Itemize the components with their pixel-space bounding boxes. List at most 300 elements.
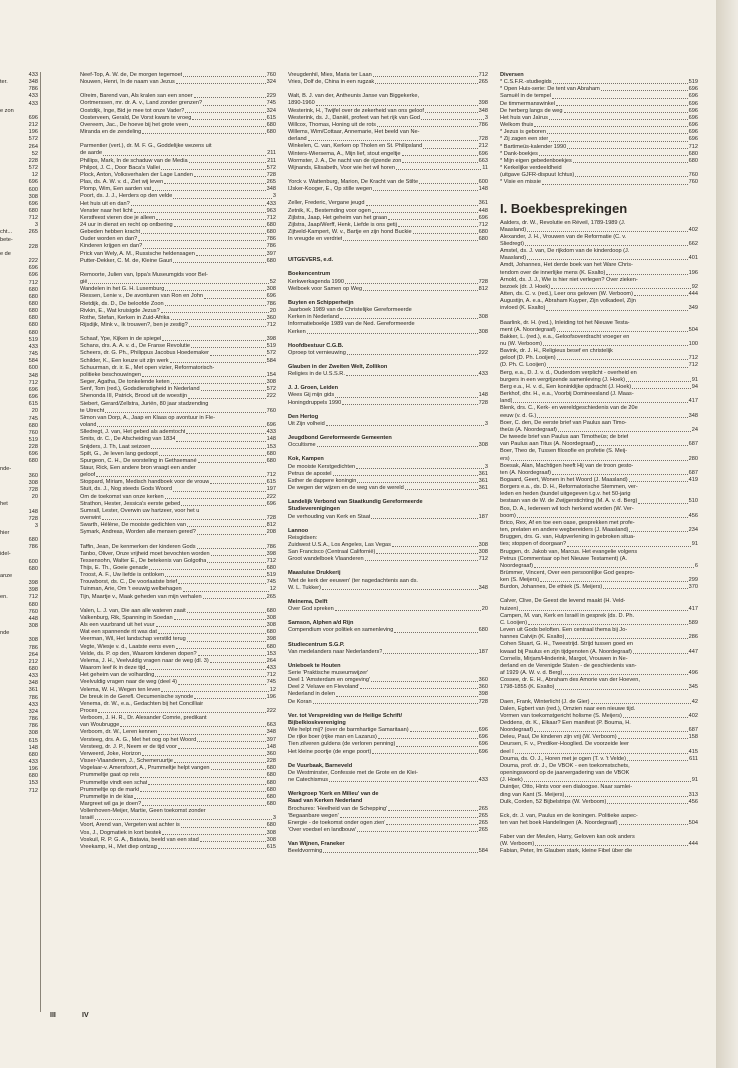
page-ref: 728: [28, 515, 38, 522]
page-ref: 696: [478, 214, 488, 221]
page-ref: 228: [266, 758, 276, 765]
page-ref: 680: [266, 457, 276, 464]
index-entry: [500, 799, 698, 806]
entry-text: Velde, ds. P. op den, Waarom kinderen dopen?: [80, 650, 197, 657]
index-entry: [288, 371, 488, 378]
spacer: [288, 784, 488, 791]
index-entry: [288, 749, 488, 756]
page-ref: 786: [266, 543, 276, 550]
index-fragment: [0, 308, 38, 315]
page-ref: 680: [266, 565, 276, 571]
page-ref: 308: [28, 730, 38, 737]
entry-text: Tien zilveren guldens (de verloren penning): [288, 741, 396, 748]
page-ref: 402: [688, 712, 698, 719]
index-entry: [80, 765, 276, 772]
page-ref: 3: [34, 222, 38, 229]
entry-text: Strathon, Hester, Jessica's eerste gebed: [80, 500, 181, 507]
entry-text: * Visie en missie: [500, 179, 541, 186]
page-ref: 324: [266, 107, 276, 114]
index-entry: [80, 644, 276, 651]
entry-text: Deursen, F. v., Prediker-Hooglied. De voorzeide leer: [500, 741, 629, 748]
entry-text: Phillips, Mark, In de schaduw van de Media: [80, 157, 188, 164]
index-entry: [500, 248, 698, 255]
dot-leader: [143, 243, 265, 248]
index-entry: [288, 314, 488, 321]
spacer: [500, 692, 698, 699]
page-ref: 308: [266, 622, 276, 629]
page-ref: 433: [28, 93, 38, 100]
page-ref: 572: [266, 350, 276, 357]
index-entry: [288, 478, 488, 485]
entry-text: (D. Ph. C. Looijen): [500, 362, 547, 369]
dot-leader: [142, 129, 265, 134]
dot-leader: [632, 384, 691, 389]
page-ref: 299: [688, 577, 698, 584]
page-ref: 696: [688, 86, 698, 93]
page-ref: 361: [478, 470, 488, 477]
dot-leader: [88, 279, 268, 284]
entry-text: Stoppard, Miriam, Medisch handboek voor de vrouw: [80, 479, 210, 486]
index-entry: [288, 108, 488, 115]
dot-leader: [196, 251, 266, 256]
entry-text: Maasland): [500, 226, 527, 233]
entry-text: Neef-Top, A. W. de, De morgen tegemoet: [80, 72, 183, 78]
page-ref: 212: [28, 122, 38, 129]
index-fragment: [0, 315, 38, 322]
dot-leader: [333, 471, 478, 476]
index-entry: [80, 658, 276, 665]
dot-leader: [423, 143, 477, 148]
index-entry: [500, 327, 698, 334]
page-ref: 696: [28, 386, 38, 393]
page-ref: 712: [688, 355, 698, 362]
index-fragment: [0, 179, 38, 186]
entry-text: Beeldvorming: [288, 848, 323, 855]
dot-leader: [335, 606, 481, 611]
index-entry: [80, 815, 276, 822]
index-entry: [500, 756, 698, 763]
dot-leader: [178, 679, 266, 684]
entry-text: Westerink, ds. J., Daniël, profeet van het rijk van God: [288, 114, 421, 121]
entry-text: overwint: [80, 515, 101, 522]
index-entry: [288, 329, 488, 336]
page-ref: 680: [266, 786, 276, 793]
index-entry: [500, 348, 698, 355]
entry-text: van Paulus aan Titus (A. Noordegraaf): [500, 441, 596, 448]
dot-leader: [131, 201, 266, 206]
entry-text: Bakker, L. (red.), e.a., Geloofsoverdracht vroeger en: [500, 333, 630, 340]
index-fragment: [0, 501, 38, 508]
dot-leader: [591, 699, 691, 704]
dot-leader: [158, 629, 266, 634]
page-ref: 348: [266, 729, 276, 736]
dot-leader: [161, 308, 269, 313]
page-ref: 696: [478, 748, 488, 755]
index-fragment: [0, 101, 38, 108]
index-fragment: [0, 723, 38, 730]
index-fragment: [0, 587, 38, 594]
index-entry: [80, 522, 276, 529]
page-ref: 680: [28, 315, 38, 322]
dot-leader: [618, 734, 688, 739]
index-entry: [80, 258, 276, 265]
page-ref: 222: [266, 393, 276, 400]
dot-leader: [372, 208, 478, 213]
page-ref: 196: [28, 129, 38, 136]
index-fragment: [0, 523, 38, 530]
index-fragment: [0, 165, 38, 172]
dot-leader: [552, 93, 688, 98]
dot-leader: [313, 699, 478, 704]
dot-leader: [186, 429, 265, 434]
page-ref: 153: [266, 650, 276, 657]
entry-text: Aalders, dr. W., Revolutie en Réveil, 1789-1989 (J.: [500, 219, 626, 226]
index-entry: [288, 606, 488, 613]
index-entry: [80, 629, 276, 636]
page-ref: 572: [266, 164, 276, 171]
index-entry: [80, 529, 276, 536]
dot-leader: [383, 649, 477, 654]
index-entry: [80, 301, 276, 308]
index-fragment: [0, 294, 38, 301]
entry-text: Stuit, ds. J., Nog steeds Gods Woord: [80, 486, 172, 493]
page-ref: 760: [688, 179, 698, 186]
page-ref: 663: [478, 157, 488, 164]
page-ref: 360: [28, 472, 38, 479]
index-entry: [500, 527, 698, 534]
index-entry: [500, 684, 698, 691]
entry-text: Berkhof, dhr. H., e.a., Voorbij Domineesland (J. Maas-: [500, 391, 634, 398]
index-fragment: [0, 86, 38, 93]
dot-leader: [511, 456, 688, 461]
entry-text: De Westminster, Confessie met de Grote en de Klei-: [288, 769, 418, 776]
index-entry: [80, 679, 276, 686]
index-entry: [500, 513, 698, 520]
index-entry: [80, 108, 276, 115]
page-ref: 696: [266, 293, 276, 300]
page-ref: 728: [478, 136, 488, 143]
entry-text: Brümmer, Vincent, Over een persoonlijke God gespro-: [500, 570, 635, 576]
index-fragment: [0, 788, 38, 795]
index-fragment: [0, 301, 38, 308]
dot-leader: [539, 151, 688, 156]
index-entry: [80, 343, 276, 350]
index-entry: [500, 484, 698, 491]
dot-leader: [308, 136, 478, 141]
entry-text: Vreugdenhil, Mies, Maria ter Laan: [288, 72, 372, 78]
page-ref: 786: [28, 544, 38, 551]
index-entry: [500, 677, 698, 684]
page-ref: 24: [691, 426, 698, 433]
index-entry: [80, 744, 276, 751]
index-fragment: [0, 287, 38, 294]
page-ref: 615: [266, 114, 276, 121]
page-ref: 712: [28, 787, 38, 794]
page-ref: 228: [28, 444, 38, 451]
dot-leader: [347, 350, 478, 355]
entry-text: burgers in een vergrijzende samenleving (J. Hoek): [500, 376, 625, 383]
page-ref: 308: [478, 541, 488, 548]
index-entry: [500, 670, 698, 677]
dot-leader: [141, 229, 266, 234]
page-ref: 680: [28, 773, 38, 780]
index-entry: [500, 820, 698, 827]
entry-text: Eck, dr. J. van, Paulus en de koningen. Politieke aspec-: [500, 812, 638, 819]
page-ref: 680: [266, 779, 276, 786]
page-ref: 361: [478, 485, 488, 492]
dot-leader: [513, 398, 687, 403]
page-ref: 456: [688, 798, 698, 805]
dot-leader: [120, 722, 265, 727]
dot-leader: [323, 848, 477, 853]
index-entry: [288, 699, 488, 706]
dot-leader: [345, 279, 478, 284]
dot-leader: [155, 672, 265, 677]
index-entry: [80, 486, 276, 493]
index-entry: [500, 291, 698, 298]
publisher-heading: Studiecentrum S.G.P.: [288, 641, 345, 648]
entry-text: Bavink, dr. J. H., Religieus besef en christelijk: [500, 348, 613, 355]
page-ref: 745: [28, 415, 38, 422]
dot-leader: [307, 329, 478, 334]
dot-leader: [173, 486, 266, 491]
dot-leader: [140, 787, 265, 792]
page-ref: 584: [266, 357, 276, 364]
dot-leader: [176, 79, 266, 84]
entry-text: * Dank-boekjes: [500, 150, 538, 157]
page-ref: 584: [478, 848, 488, 855]
page-ref: 712: [266, 322, 276, 328]
entry-text: 24 uur in dienst en recht op ontbering: [80, 221, 173, 228]
index-entry: [80, 787, 276, 794]
page-ref: 786: [28, 644, 38, 651]
index-entry: [500, 777, 698, 784]
index-fragment: [0, 702, 38, 709]
entry-text: San Francisco (Centraal Californië): [288, 549, 376, 556]
page-ref: 496: [688, 670, 698, 677]
index-fragment: [0, 351, 38, 358]
entry-text: Het kleine poortje (de enge poort): [288, 748, 372, 755]
page-ref: 728: [266, 515, 276, 522]
page-ref: 786: [28, 716, 38, 723]
page-ref: 611: [689, 755, 698, 762]
index-entry: [500, 598, 698, 605]
index-entry: [80, 201, 276, 208]
entry-text: Verboom, J. H. R., Dr. Alexander Comrie, predikant: [80, 715, 207, 722]
page-ref: 680: [266, 643, 276, 650]
page-ref: 448: [478, 207, 488, 214]
index-entry: [80, 558, 276, 565]
index-fragment: [0, 695, 38, 702]
index-entry: [500, 122, 698, 129]
index-entry: [288, 442, 488, 449]
entry-text: Kerstfeest vieren doe je alleen: [80, 214, 156, 221]
entry-text: * Mijn eigen gebedenboekjes: [500, 157, 572, 164]
entry-text: Wijnands, Elisabeth, Voor wie het wil horen: [288, 164, 395, 171]
index-entry: [500, 413, 698, 420]
index-entry: [500, 641, 698, 648]
page-ref: 680: [28, 537, 38, 544]
dot-leader: [197, 544, 266, 549]
page-ref: 398: [266, 336, 276, 343]
entry-text: Van medelanders naar Nederlanders?: [288, 648, 383, 655]
entry-text: Cohen Stuart, G. H., Tweestrijd. Strijd tussen goed en: [500, 641, 633, 648]
dot-leader: [103, 150, 266, 155]
dot-leader: [524, 777, 691, 782]
page-ref: 680: [266, 765, 276, 772]
entry-text: Seger, Agatha, De tonkelende keten: [80, 379, 170, 386]
dot-leader: [161, 687, 268, 692]
dot-leader: [210, 350, 266, 355]
index-entry: [500, 79, 698, 86]
dot-leader: [201, 386, 266, 391]
index-entry: [288, 471, 488, 478]
page-number-right: IV: [82, 1012, 89, 1019]
index-fragment: [0, 559, 38, 566]
entry-text: Vries, Dolf de, China in een rugzak: [288, 79, 375, 86]
index-entry: [80, 208, 276, 215]
dot-leader: [148, 780, 265, 785]
entry-text: bete-: [0, 236, 13, 243]
dot-leader: [629, 477, 688, 482]
page-ref: 52: [31, 150, 38, 157]
index-entry: [500, 262, 698, 269]
index-entry: [80, 236, 276, 243]
publisher-heading: Den Hertog: [288, 413, 319, 420]
index-entry: [80, 158, 276, 165]
entry-text: nu (W. Verboom): [500, 341, 542, 347]
entry-text: Venster naar het licht: [80, 207, 133, 214]
entry-text: De rijke boer (rijke man en Lazarus): [288, 734, 377, 741]
entry-text: ten van het boek Handelingen (A. Noordegraaf): [500, 820, 618, 826]
page-ref: 504: [688, 326, 698, 333]
entry-text: Het huis uit en dan?: [80, 200, 130, 207]
page-ref: 212: [28, 658, 38, 665]
page-ref: 680: [266, 822, 276, 829]
publisher-heading: Bijbelkioskvereniging: [288, 719, 346, 726]
entry-text: Atten, ds. C. v. (red.), Leer ons geloven (W. Verboom): [500, 291, 633, 298]
index-entry: [500, 144, 698, 151]
index-entry: [80, 386, 276, 393]
dot-leader: [183, 72, 265, 77]
index-entry: [80, 422, 276, 429]
page-ref: 760: [28, 608, 38, 615]
entry-text: invloed (K. Exalto): [500, 305, 546, 312]
index-entry: [288, 770, 488, 777]
column-index-2: [288, 72, 488, 855]
dot-leader: [634, 291, 688, 296]
dot-leader: [197, 737, 265, 742]
page-ref: 208: [266, 529, 276, 536]
page-ref: 696: [28, 394, 38, 401]
entry-text: Tuinman, Arie, Om 't eeuwig welbehagen: [80, 586, 182, 593]
index-fragment: [0, 201, 38, 208]
dot-leader: [360, 684, 477, 689]
page-ref: 196: [266, 693, 276, 700]
entry-text: De verhouding van Kerk en Staat: [288, 513, 371, 520]
index-entry: [288, 535, 488, 542]
index-entry: [80, 594, 276, 601]
index-fragment: [0, 480, 38, 487]
dot-leader: [342, 400, 477, 405]
index-entry: [288, 542, 488, 549]
page-ref: 745: [28, 351, 38, 358]
index-entry: [500, 577, 698, 584]
dot-leader: [151, 444, 265, 449]
entry-text: Prick van Wely, A. M., Russische heldensagen: [80, 250, 195, 257]
index-fragment: [0, 609, 38, 616]
entry-text: * Kerkelijke verdeeldheid: [500, 165, 562, 172]
index-entry: [288, 122, 488, 129]
publisher-heading: Studieverenigingen: [288, 506, 340, 513]
index-entry: [500, 129, 698, 136]
page-ref: 680: [28, 322, 38, 329]
entry-text: Dalen, Egbert van (red.), Omzien naar een nieuwe tijd.: [500, 705, 636, 712]
index-entry: [500, 534, 698, 541]
dot-leader: [174, 222, 266, 227]
entry-text: Deel 1 'Amsterdam en omgeving': [288, 677, 371, 684]
book-reviews-list: [500, 220, 698, 856]
entry-text: Deel 2 'Veluwe en Flevoland': [288, 684, 360, 691]
page-ref: 360: [266, 314, 276, 321]
entry-text: Maasland): [500, 255, 527, 262]
index-entry: [288, 200, 488, 207]
page-ref: 196: [688, 269, 698, 276]
dot-leader: [183, 586, 269, 591]
dot-leader: [162, 830, 265, 835]
dot-leader: [372, 749, 477, 754]
index-entry: [288, 691, 488, 698]
dot-leader: [419, 179, 478, 184]
entry-text: Swarth, Hélène, De mooiste gedichten van: [80, 522, 187, 529]
index-entry: [80, 286, 276, 293]
dot-leader: [189, 158, 266, 163]
page-ref: 42: [691, 698, 698, 705]
diversen-list: [500, 72, 698, 187]
entry-text: van Woubrugge: [80, 722, 120, 729]
index-entry: [288, 777, 488, 784]
entry-text: * Bartimeüs-kalender 1990: [500, 143, 567, 150]
dot-leader: [187, 608, 266, 613]
index-entry: [500, 841, 698, 848]
entry-text: De mooiste Kerstgedichten: [288, 463, 356, 470]
index-fragment: [0, 716, 38, 723]
index-entry: [80, 193, 276, 200]
entry-text: In vreugde en verdriet: [288, 236, 343, 243]
dot-leader: [356, 464, 484, 469]
entry-text: bestaan van de W. de Zwijgerstichting (M. A. v. d. Berg): [500, 498, 638, 505]
page-ref: 433: [28, 701, 38, 708]
dot-leader: [95, 815, 272, 820]
index-entry: [80, 515, 276, 522]
page-ref: 265: [478, 805, 488, 812]
index-entry: [500, 606, 698, 613]
page-ref: 572: [28, 165, 38, 172]
entry-text: ken (S. Meijers): [500, 577, 540, 584]
entry-text: Alexander, J. H., Vrouwen van de Reformatie (C. v.: [500, 233, 627, 240]
entry-text: geloof (D. Ph. Looijen): [500, 355, 556, 362]
index-entry: [288, 464, 488, 471]
index-entry: [288, 827, 488, 834]
dot-leader: [211, 551, 266, 556]
index-fragment: [0, 272, 38, 279]
index-entry: [80, 93, 276, 100]
entry-text: Veerman, Wil, Het landschap verstild terug: [80, 636, 186, 643]
publisher-heading: Landelijk Verbond van Staatkundig Gereformeerde: [288, 499, 423, 506]
index-entry: [500, 813, 698, 820]
page-ref: 712: [28, 379, 38, 386]
entry-text: ne Catechismus: [288, 777, 329, 784]
